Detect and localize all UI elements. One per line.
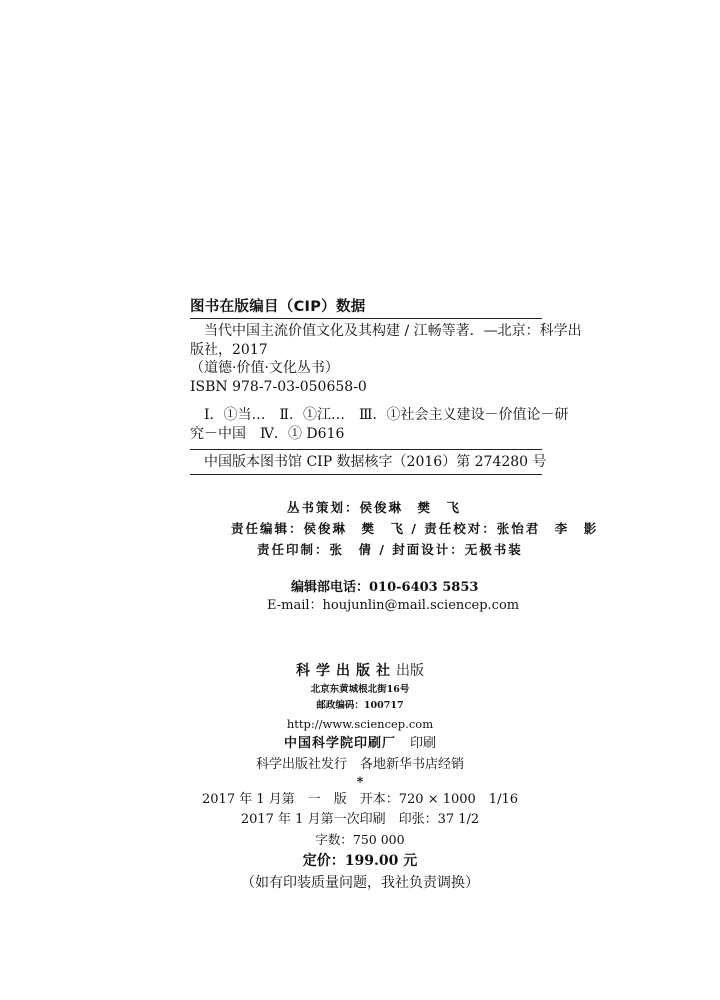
cip-series-line: （道德·价值·文化丛书） (190, 360, 339, 376)
cip-bottom-rule (190, 474, 542, 475)
cip-title-line: 当代中国主流价值文化及其构建 / 江畅等著．—北京：科学出 (204, 323, 582, 339)
cip-bibliographic-entry (190, 319, 582, 443)
editors-and-proofreaders: 责任编辑：侯俊琳 樊 飞 / 责任校对：张怡君 李 影 (231, 521, 599, 536)
imprint-block (0, 660, 720, 894)
publisher-address: 北京东黄城根北街16号 (310, 684, 410, 695)
cip-heading: 图书在版编目（CIP）数据 (190, 299, 366, 315)
publisher-postcode: 邮政编码：100717 (316, 700, 404, 711)
quality-notice: （如有印装质量问题，我社负责调换） (241, 875, 479, 891)
printer-suffix: 印刷 (410, 736, 437, 751)
word-count: 字数：750 000 (315, 832, 405, 847)
editorial-phone: 编辑部电话：010-6403 5853 (291, 580, 479, 595)
print-and-cover-design: 责任印制：张 倩 / 封面设计：无极书装 (257, 542, 523, 557)
publisher-name: 科学出版社 (296, 663, 396, 679)
separator-star: * (356, 775, 364, 790)
cip-classification-line-2: 究－中国 Ⅳ．① D616 (190, 425, 345, 442)
publisher-suffix: 出版 (396, 663, 424, 679)
series-planner: 丛书策划：侯俊琳 樊 飞 (287, 500, 462, 515)
printer-name: 中国科学院印刷厂 (283, 736, 396, 751)
printer-line (0, 734, 720, 754)
impression-line: 2017 年 1 月第一次印刷 印张：37 1/2 (240, 812, 480, 827)
price: 定价：199.00 元 (302, 853, 418, 869)
edition-line: 2017 年 1 月第 一 版 开本：720 × 1000 1/16 (202, 792, 518, 807)
cip-data-block (190, 296, 582, 475)
editorial-email: E-mail：houjunlin@mail.sciencep.com (267, 598, 520, 613)
distribution-line: 科学出版社发行 各地新华书店经销 (255, 757, 464, 772)
cip-classification-line-1: Ⅰ．①当… Ⅱ．①江… Ⅲ．①社会主义建设－价值论－研 (204, 407, 569, 423)
publisher-url: http://www.sciencep.com (286, 717, 434, 731)
cip-record-number: 中国版本图书馆 CIP 数据核字（2016）第 274280 号 (204, 454, 547, 470)
publisher-line (0, 660, 720, 682)
cip-publish-year-line: 版社，2017 (190, 341, 268, 358)
cip-isbn-line: ISBN 978-7-03-050658-0 (190, 378, 367, 395)
